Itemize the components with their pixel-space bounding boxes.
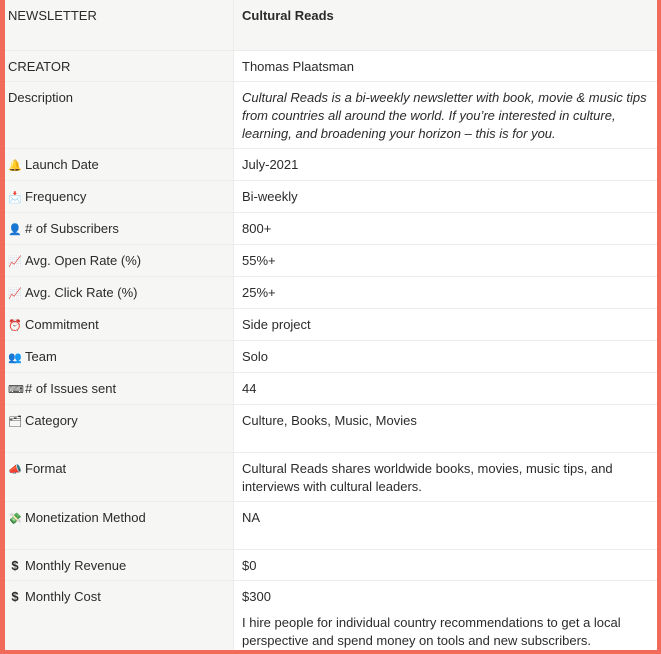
row-label: # of Issues sent [25,380,117,396]
calendar-icon: 📩 [8,191,22,204]
newsletter-table [5,0,657,650]
table-row [5,308,657,340]
row-label: CREATOR [8,58,71,74]
dollar-icon: $ [11,588,19,604]
row-label: Category [25,412,78,428]
row-value: $300 [242,588,271,604]
table-row [5,148,657,180]
table-row [5,549,657,580]
row-value: Thomas Plaatsman [242,58,354,74]
row-label: Commitment [25,316,99,332]
row-label: Avg. Open Rate (%) [25,252,142,268]
table-row [5,50,657,81]
keyboard-icon: ⌨ [8,383,24,396]
row-label: Monetization Method [25,509,146,525]
row-value: Culture, Books, Music, Movies [242,412,417,428]
megaphone-icon: 📣 [8,463,22,476]
people-icon: 👥 [8,351,22,364]
row-value: Cultural Reads is a bi-weekly newsletter with book, movie & music tips from countries all around the world. If you’re interested in culture, learning, and broadening your horizon – this is for you. [242,89,647,141]
alarm-clock-icon: ⏰ [8,319,22,332]
table-row [5,452,657,501]
row-value: July-2021 [242,156,299,172]
row-value: NA [242,509,261,525]
row-label: Monthly Revenue [25,557,127,573]
row-value: $0 [242,557,257,573]
newsletter-name: Cultural Reads [242,8,334,23]
chart-icon: 📈 [8,255,22,268]
box-icon: 🗂 [8,415,22,428]
table-header-row [5,0,657,50]
newsletter-card [5,0,657,650]
row-label: Description [8,89,74,105]
row-label: Frequency [25,188,87,204]
table-row [5,404,657,452]
table-row [5,611,657,650]
row-label: Launch Date [25,156,99,172]
table-row [5,276,657,308]
table-row [5,244,657,276]
row-value: 25%+ [242,284,276,300]
row-label: Avg. Click Rate (%) [25,284,138,300]
row-value: Side project [242,316,311,332]
header-value-cell [234,0,658,50]
row-value: 44 [242,380,257,396]
table-row [5,212,657,244]
row-value: Cultural Reads shares worldwide books, movies, music tips, and interviews with cultural leaders. [242,460,613,494]
row-value: I hire people for individual country recommendations to get a local perspective and spend money on tools and new subscribers. [242,615,621,648]
table-row [5,501,657,549]
chart-icon: 📈 [8,287,22,300]
table-row [5,81,657,148]
bell-icon: 🔔 [8,159,22,172]
table-row [5,580,657,611]
row-value: 55%+ [242,252,276,268]
table-row [5,180,657,212]
row-label: # of Subscribers [25,220,119,236]
money-icon: 💸 [8,512,22,525]
row-value: Solo [242,348,269,364]
dollar-icon: $ [11,557,19,573]
table-row [5,372,657,404]
row-value: Bi-weekly [242,188,298,204]
row-value: 800+ [242,220,272,236]
person-icon: 👤 [8,223,22,236]
row-label: Team [25,348,57,364]
row-label: Monthly Cost [25,588,101,604]
header-label: NEWSLETTER [8,8,97,23]
header-label-cell [5,0,234,50]
row-label: Format [25,460,67,476]
table-row [5,340,657,372]
